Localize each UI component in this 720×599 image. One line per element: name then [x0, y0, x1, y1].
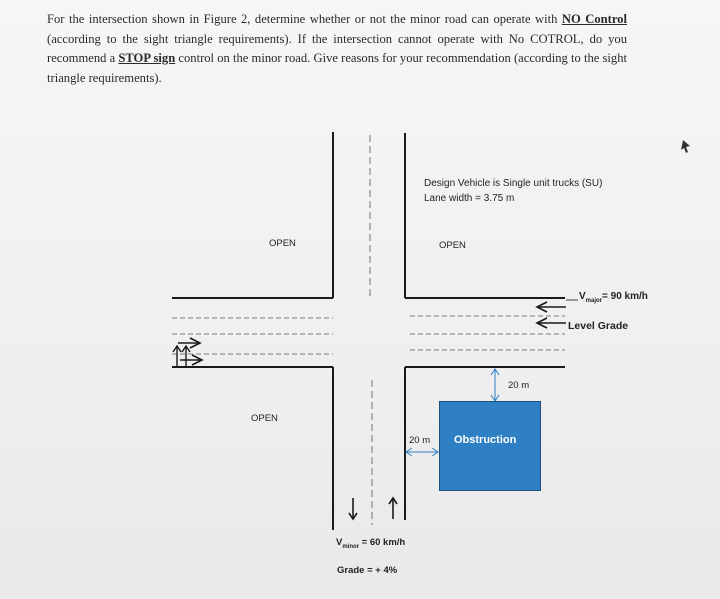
v-minor-value: = 60 km/h [359, 537, 406, 548]
vertical-dimension-label: 20 m [508, 380, 530, 391]
stop-sign-term: STOP sign [118, 51, 176, 65]
minor-road-arrows-icon [349, 498, 397, 519]
lane-width-label: Lane width = 3.75 m [424, 193, 515, 204]
no-control-term: NO Control [561, 12, 627, 26]
horizontal-dimension-arrow-icon [406, 448, 438, 456]
v-major-label [579, 291, 648, 304]
open-label-top-left: OPEN [269, 238, 296, 249]
left-turn-arrows-icon [173, 346, 190, 368]
v-minor-prefix: V [336, 537, 343, 548]
question-part3: control on the minor road. Give reasons for your recommendation (according to the sight triangle requirements). [47, 51, 627, 85]
v-major-value: = 90 km/h [602, 291, 648, 302]
cursor-icon [681, 140, 690, 153]
westbound-arrows-icon [537, 302, 566, 328]
v-major-subscript: major [585, 298, 603, 304]
v-major-prefix: V [579, 291, 586, 302]
horizontal-dimension-label: 20 m [409, 435, 431, 446]
open-label-top-right: OPEN [439, 240, 466, 251]
open-label-bottom-left: OPEN [251, 413, 278, 424]
v-minor-label [336, 537, 405, 550]
obstruction-box [439, 401, 541, 491]
design-vehicle-label: Design Vehicle is Single unit trucks (SU) [424, 178, 603, 189]
question-part2: (according to the sight triangle requirements). If the intersection cannot operate with No COTROL, do you recommend a [47, 31, 627, 65]
question-part1: For the intersection shown in Figure 2, determine whether or not the minor road can operate with [47, 12, 562, 26]
level-grade-label: Level Grade [568, 320, 629, 332]
vertical-dimension-arrow-icon [491, 369, 499, 401]
obstruction-label: Obstruction [454, 434, 517, 446]
v-minor-subscript: minor [342, 543, 360, 550]
grade-label: Grade = + 4% [337, 565, 398, 576]
